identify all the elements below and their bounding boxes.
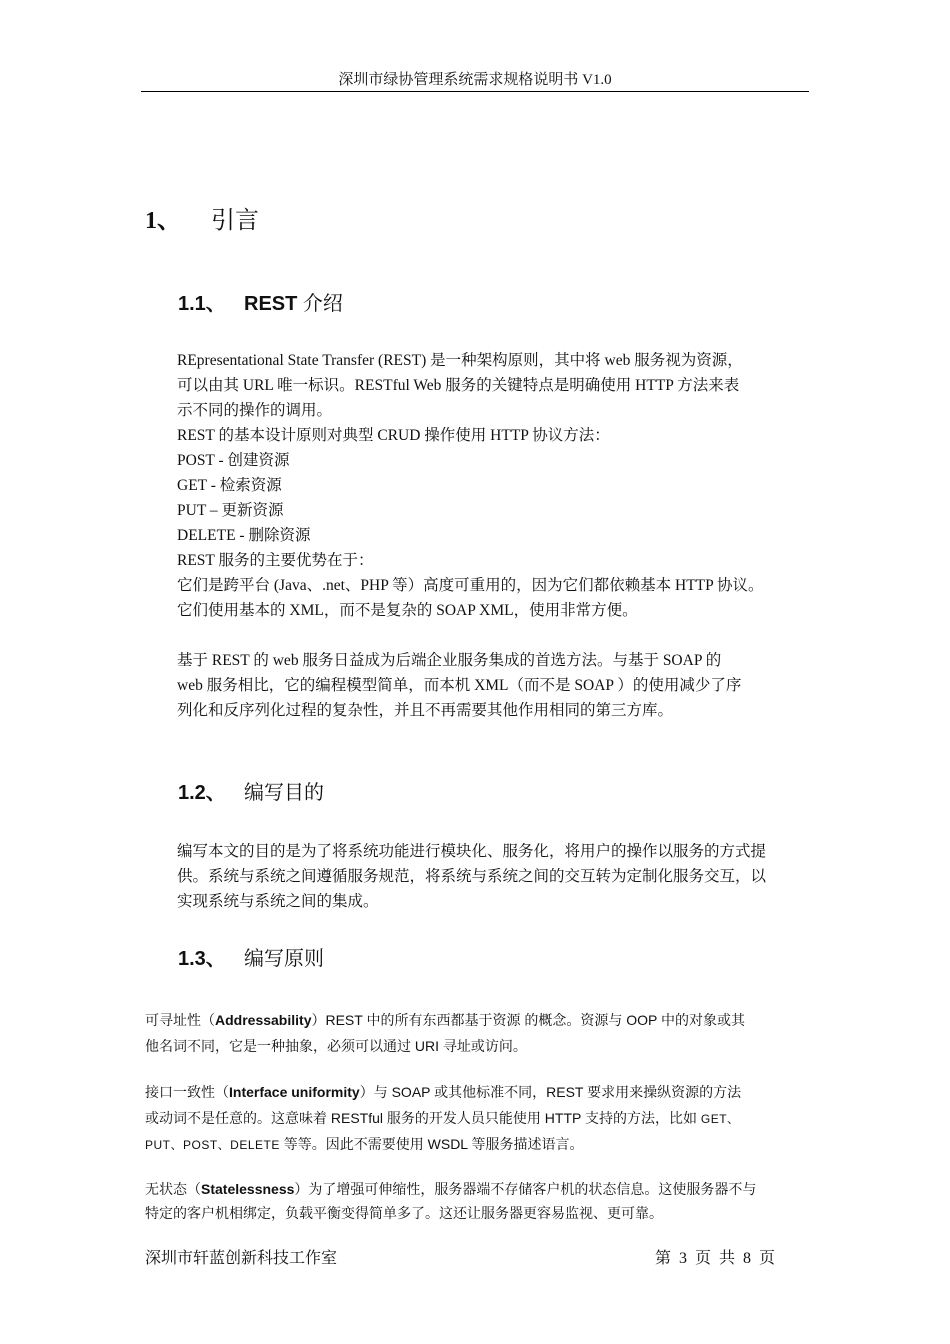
section-1-number: 1、 <box>145 208 181 234</box>
page-header-title: 深圳市绿协管理系统需求规格说明书 V1.0 <box>338 72 612 88</box>
principle-text: 他名词不同，它是一种抽象，必须可以通过 URI 寻址或访问。 <box>145 1038 527 1054</box>
body-line: 基于 REST 的 web 服务日益成为后端企业服务集成的首选方法。与基于 SOAP 的 <box>177 652 722 669</box>
section-1-3-title: 编写原则 <box>244 948 324 970</box>
body-line: POST - 创建资源 <box>177 452 290 469</box>
section-1-3-heading <box>178 942 324 971</box>
principle-text: ）为了增强可伸缩性，服务器端不存储客户机的状态信息。这使服务器不与 <box>294 1183 757 1198</box>
http-method-list: PUT、POST、DELETE <box>145 1138 280 1152</box>
principle-text: ）与 SOAP 或其他标准不同，REST 要求用来操纵资源的方法 <box>359 1084 742 1100</box>
section-1-1-title-cn: 介绍 <box>297 293 343 315</box>
principle-prefix: 无状态（ <box>145 1183 201 1198</box>
section-1-2-title: 编写目的 <box>244 782 324 804</box>
principle-interface-uniformity <box>145 1080 808 1158</box>
section-1-1-number: 1.1、 <box>178 293 226 315</box>
principle-term: Statelessness <box>201 1181 295 1197</box>
principle-prefix: 可寻址性（ <box>145 1014 215 1029</box>
principle-term: Interface uniformity <box>229 1084 360 1100</box>
section-1-2-number: 1.2、 <box>178 782 226 804</box>
principle-text: 或动词不是任意的。这意味着 RESTful 服务的开发人员只能使用 HTTP 支持的方法，比如 <box>145 1110 701 1126</box>
section-1-1-paragraph-2 <box>177 648 808 723</box>
body-line: REST 的基本设计原则对典型 CRUD 操作使用 HTTP 协议方法： <box>177 427 610 444</box>
section-1-2-heading <box>178 776 324 805</box>
body-line: PUT – 更新资源 <box>177 502 284 519</box>
body-line: REST 服务的主要优势在于： <box>177 552 374 569</box>
body-line: DELETE - 删除资源 <box>177 527 311 544</box>
body-line: 实现系统与系统之间的集成。 <box>177 893 379 910</box>
principle-text: 等等。因此不需要使用 WSDL 等服务描述语言。 <box>279 1136 584 1152</box>
body-line: 供。系统与系统之间遵循服务规范，将系统与系统之间的交互转为定制化服务交互，以 <box>177 868 767 885</box>
body-line: 它们是跨平台 (Java、.net、PHP 等）高度可重用的，因为它们都依赖基本 HTTP 协议。 <box>177 577 764 594</box>
section-1-1-heading <box>178 287 343 316</box>
section-1-2-body <box>177 839 808 914</box>
principle-text: 特定的客户机相绑定，负载平衡变得简单多了。这还让服务器更容易监视、更可靠。 <box>145 1207 663 1222</box>
body-line: GET - 检索资源 <box>177 477 282 494</box>
section-1-heading <box>145 200 259 235</box>
body-line: 可以由其 URL 唯一标识。RESTful Web 服务的关键特点是明确使用 HTTP 方法来表 <box>177 377 740 394</box>
principle-statelessness <box>145 1177 808 1227</box>
body-line: 它们使用基本的 XML，而不是复杂的 SOAP XML，使用非常方便。 <box>177 602 638 619</box>
principle-prefix: 接口一致性（ <box>145 1086 229 1101</box>
header-rule <box>141 91 809 92</box>
section-1-1-title-latin: REST <box>244 293 298 315</box>
principle-addressability <box>145 1008 808 1058</box>
body-line: 示不同的操作的调用。 <box>177 402 333 419</box>
body-line: 列化和反序列化过程的复杂性，并且不再需要其他作用相同的第三方库。 <box>177 702 674 719</box>
body-line: 编写本文的目的是为了将系统功能进行模块化、服务化，将用户的操作以服务的方式提 <box>177 843 767 860</box>
footer-page-number: 第 3 页 共 8 页 <box>655 1250 776 1267</box>
footer-organization: 深圳市轩蓝创新科技工作室 <box>145 1250 338 1267</box>
principle-text: ）REST 中的所有东西都基于资源 的概念。资源与 OOP 中的对象或其 <box>311 1012 745 1028</box>
section-1-1-body <box>177 348 808 623</box>
body-line: REpresentational State Transfer (REST) 是一种架构原则，其中将 web 服务视为资源， <box>177 352 743 369</box>
section-1-3-number: 1.3、 <box>178 948 226 970</box>
http-method-list: GET、 <box>700 1112 740 1126</box>
principle-term: Addressability <box>215 1012 312 1028</box>
body-line: web 服务相比，它的编程模型简单，而本机 XML（而不是 SOAP ）的使用减少了序 <box>177 677 742 694</box>
section-1-title: 引言 <box>211 208 259 234</box>
